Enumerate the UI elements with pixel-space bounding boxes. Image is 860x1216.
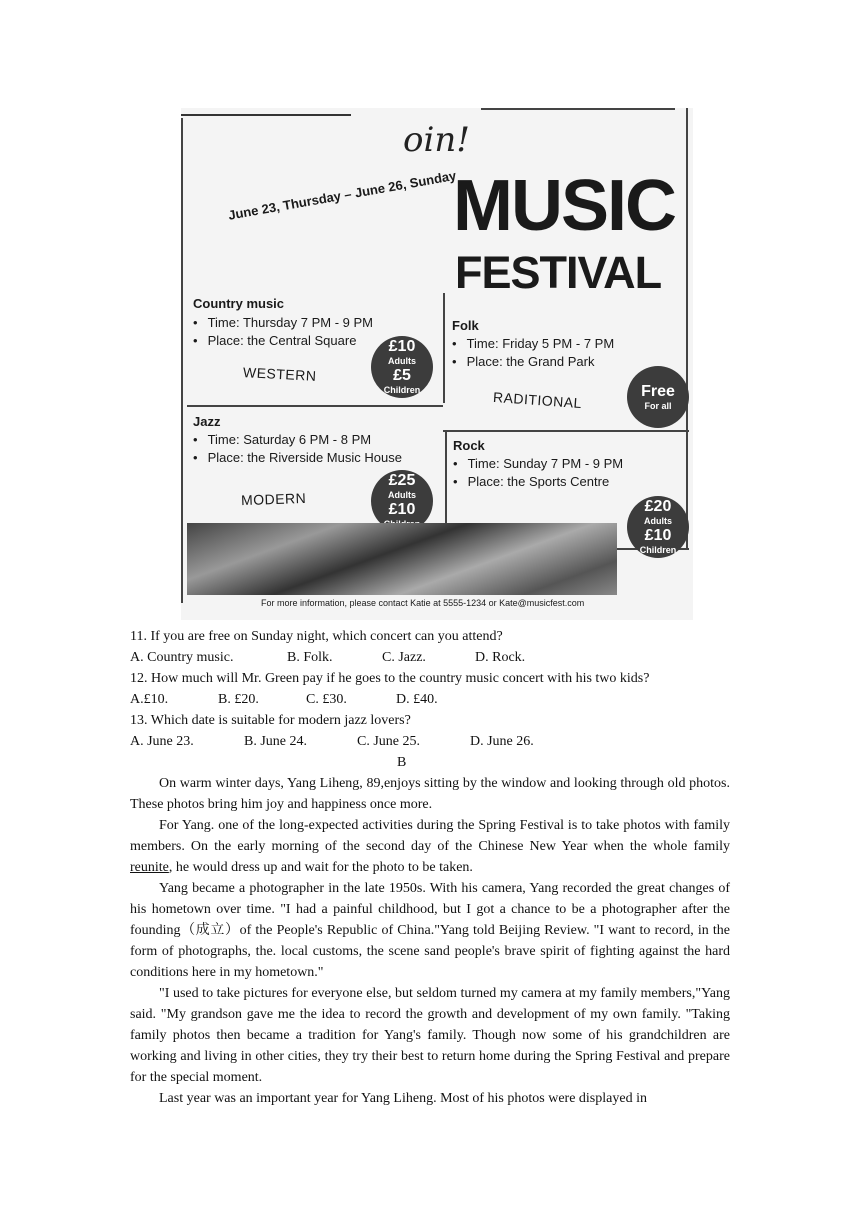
poster-border-left xyxy=(181,118,183,603)
passage-paragraph-4: "I used to take pictures for everyone else, but seldom turned my camera at my family members,"Yang said. "My grandson gave me the idea to record the growth and development of my own family. "Taking family photos then became a tradition for Yang's family. Though now some of his grandchildren are working and living in other cities, they try their best to return home during the Spring Festival and prepare for the special moment. xyxy=(130,986,730,1085)
poster-photo-strip xyxy=(187,523,617,595)
question-13-option-c: C. June 25. xyxy=(357,734,420,749)
passage-paragraph-3: Yang became a photographer in the late 1950s. With his camera, Yang recorded the great changes of his hometown over time. "I had a painful childhood, but I got a chance to be a photographer after the founding（成立）of the People's Republic of China."Yang told Beijing Review. "I want to record, in the form of photographs, the. local customs, the scene sand people's brave spirit of fighting against the hard conditions here in my hometown." xyxy=(130,881,730,980)
poster-title-festival: FESTIVAL xyxy=(455,247,662,298)
country-tag: WESTERN xyxy=(242,364,317,384)
country-price-badge xyxy=(371,336,433,398)
question-13-option-a: A. June 23. xyxy=(130,734,194,749)
country-title: Country music xyxy=(193,296,285,311)
poster-divider-vertical-top xyxy=(443,293,445,403)
passage-p2-start: For Yang. one of the long-expected activities during the Spring Festival is to take photos with family members. On the early morning of the second day of the Chinese New Year when the whole family xyxy=(130,818,730,854)
question-12-option-c: C. £30. xyxy=(306,692,347,707)
poster-border-top-right xyxy=(481,108,675,110)
rock-place: • Place: the Sports Centre xyxy=(453,474,609,489)
passage-p2-end: , he would dress up and wait for the photo to be taken. xyxy=(168,860,473,875)
rock-price-adults: £20 xyxy=(644,498,672,515)
country-price-children: £5 xyxy=(393,367,411,384)
jazz-title: Jazz xyxy=(193,414,221,429)
question-12-option-d: D. £40. xyxy=(396,692,438,707)
folk-label: For all xyxy=(644,400,672,411)
poster-border-top-left xyxy=(181,114,351,116)
country-place: • Place: the Central Square xyxy=(193,333,356,348)
underlined-word-reunite: reunite xyxy=(130,860,169,875)
music-festival-poster xyxy=(181,108,693,620)
question-11-option-c: C. Jazz. xyxy=(382,650,426,665)
question-11-option-b: B. Folk. xyxy=(287,650,333,665)
jazz-price-adults: £25 xyxy=(388,472,416,489)
jazz-place: • Place: the Riverside Music House xyxy=(193,450,402,465)
folk-title: Folk xyxy=(452,318,479,333)
rock-title: Rock xyxy=(453,438,485,453)
question-12-option-b: B. £20. xyxy=(218,692,259,707)
poster-heading-fragment: oin! xyxy=(403,120,470,160)
passage-paragraph-2 xyxy=(130,815,730,878)
question-11-option-a: A. Country music. xyxy=(130,650,234,665)
poster-footer: For more information, please contact Katie at 5555-1234 or Kate@musicfest.com xyxy=(261,598,585,608)
question-13-option-d: D. June 26. xyxy=(470,734,534,749)
passage-paragraph-1: On warm winter days, Yang Liheng, 89,enjoys sitting by the window and looking through old photos. These photos bring him joy and happiness once more. xyxy=(130,776,730,812)
folk-tag: RADITIONAL xyxy=(492,388,583,412)
jazz-tag: MODERN xyxy=(240,489,307,509)
passage-paragraph-5: Last year was an important year for Yang Liheng. Most of his photos were displayed in xyxy=(159,1091,647,1106)
question-11-option-d: D. Rock. xyxy=(475,650,526,665)
poster-date: June 23, Thursday – June 26, Sunday xyxy=(227,167,458,223)
poster-border-right xyxy=(686,108,688,548)
rock-label-adults: Adults xyxy=(644,516,672,526)
country-time: • Time: Thursday 7 PM - 9 PM xyxy=(193,315,373,330)
section-label: B xyxy=(397,755,407,770)
country-price-adults: £10 xyxy=(388,338,416,355)
question-13: 13. Which date is suitable for modern jazz lovers? xyxy=(130,713,411,728)
poster-divider-right-mid xyxy=(443,430,689,432)
country-label-children: Children xyxy=(383,385,421,395)
jazz-price-children: £10 xyxy=(388,501,416,518)
passage xyxy=(130,773,730,1109)
folk-price-badge xyxy=(627,366,689,428)
rock-price-badge xyxy=(627,496,689,558)
folk-place: • Place: the Grand Park xyxy=(452,354,594,369)
country-label-adults: Adults xyxy=(388,356,416,366)
folk-time: • Time: Friday 5 PM - 7 PM xyxy=(452,336,614,351)
rock-price-children: £10 xyxy=(644,527,672,544)
question-12: 12. How much will Mr. Green pay if he goes to the country music concert with his two kids? xyxy=(130,671,650,686)
rock-time: • Time: Sunday 7 PM - 9 PM xyxy=(453,456,623,471)
poster-title-music: MUSIC xyxy=(453,166,675,246)
poster-divider-left-mid xyxy=(187,405,443,407)
question-12-option-a: A.£10. xyxy=(130,692,169,707)
question-11: 11. If you are free on Sunday night, which concert can you attend? xyxy=(130,629,503,644)
rock-label-children: Children xyxy=(639,545,677,555)
jazz-label-adults: Adults xyxy=(388,490,416,500)
jazz-time: • Time: Saturday 6 PM - 8 PM xyxy=(193,432,371,447)
question-13-option-b: B. June 24. xyxy=(244,734,307,749)
folk-price: Free xyxy=(641,382,675,400)
